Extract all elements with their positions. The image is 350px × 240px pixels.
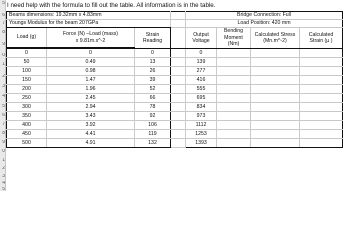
bending-moment-cell[interactable] [217,130,251,139]
calculated-strain-cell[interactable] [300,67,343,76]
strain-cell[interactable]: 26 [135,67,171,76]
strain-header [135,28,171,49]
row-number: 8 [2,30,5,35]
calculated-stress-cell[interactable] [251,103,300,112]
row-number: 1 [2,158,5,163]
calculated-strain-cell[interactable] [300,94,343,103]
row-number: 9 [2,140,5,145]
row-number: 2 [2,166,5,171]
table-row [7,85,343,94]
table-row [7,58,343,67]
row-number: 0 [2,149,5,154]
calculated-strain-cell[interactable] [300,130,343,139]
calculated-stress-header [251,28,300,49]
row-number: 7 [2,21,5,26]
calculated-stress-cell[interactable] [251,67,300,76]
output-voltage-header [186,28,217,49]
force-cell[interactable]: 2.45 [47,94,135,103]
strain-cell[interactable]: 66 [135,94,171,103]
bending-moment-cell[interactable] [217,103,251,112]
row-number: 1 [2,62,5,67]
row-number: 6 [2,13,5,18]
force-cell[interactable]: 1.96 [47,85,135,94]
output-voltage-cell[interactable]: 1393 [186,139,217,148]
calculated-strain-cell[interactable] [300,49,343,58]
table-row [7,49,343,58]
info-row [7,12,343,20]
info-row [7,20,343,28]
bending-moment-cell[interactable] [217,67,251,76]
data-table [6,11,343,148]
row-number: 5 [2,104,5,109]
force-header-line2: x 9.81m.s^-2 [75,37,106,44]
table-row [7,121,343,130]
force-cell[interactable]: 4.91 [47,139,135,148]
output-voltage-cell[interactable]: 139 [186,58,217,67]
force-cell[interactable]: 2.94 [47,103,135,112]
stress-header-line1: Calculated Stress [254,31,296,38]
load-position: Load Position: 420 mm [186,20,343,28]
row-number: 4 [2,181,5,186]
bending-moment-cell[interactable] [217,94,251,103]
force-cell[interactable]: 1.47 [47,76,135,85]
calculated-strain-cell[interactable] [300,76,343,85]
load-cell[interactable]: 100 [7,67,47,76]
output-voltage-cell[interactable]: 834 [186,103,217,112]
calculated-strain-cell[interactable] [300,121,343,130]
output-voltage-cell[interactable]: 277 [186,67,217,76]
bridge-connection: Bridge Connection: Full [186,12,343,20]
strain-cell[interactable]: 13 [135,58,171,67]
strain-cell[interactable]: 119 [135,130,171,139]
row-number: 3 [2,84,5,89]
load-cell[interactable]: 250 [7,94,47,103]
calculated-stress-cell[interactable] [251,121,300,130]
strain-cell[interactable]: 39 [135,76,171,85]
force-cell[interactable]: 0 [47,49,135,58]
table-row [7,94,343,103]
strain-cell[interactable]: 0 [135,49,171,58]
calculated-strain-cell[interactable] [300,112,343,121]
calculated-stress-cell[interactable] [251,130,300,139]
output-voltage-cell[interactable]: 0 [186,49,217,58]
bending-moment-header [217,28,251,49]
output-voltage-cell[interactable]: 695 [186,94,217,103]
calculated-strain-cell[interactable] [300,58,343,67]
load-cell[interactable]: 500 [7,139,47,148]
calculated-stress-cell[interactable] [251,112,300,121]
force-cell[interactable]: 3.43 [47,112,135,121]
bending-moment-cell[interactable] [217,49,251,58]
output-voltage-cell[interactable]: 555 [186,85,217,94]
force-cell[interactable]: 4.41 [47,130,135,139]
bending-moment-cell[interactable] [217,58,251,67]
strain-cell[interactable]: 52 [135,85,171,94]
table-row [7,103,343,112]
table-row [7,112,343,121]
calculated-strain-cell[interactable] [300,139,343,148]
calculated-stress-cell[interactable] [251,139,300,148]
header-row [7,28,343,40]
load-cell[interactable]: 350 [7,112,47,121]
calculated-strain-cell[interactable] [300,85,343,94]
youngs-modulus: Youngs Modulus for the beam 207GPa [7,20,171,28]
output-header-line2: Voltage [192,38,210,44]
row-number: 5 [2,1,5,6]
calcstrain-header-line2: Strain (µ ) [309,38,333,44]
calculated-stress-cell[interactable] [251,85,300,94]
load-cell[interactable]: 150 [7,76,47,85]
stress-header-line2: (Mn.m^-2) [263,38,287,44]
force-cell[interactable]: 3.92 [47,121,135,130]
strain-cell[interactable]: 92 [135,112,171,121]
row-number: 0 [2,53,5,58]
bending-moment-cell[interactable] [217,121,251,130]
question-text: I need help with the formula to fill out the table. All information is in the table. [7,2,216,9]
calculated-stress-cell[interactable] [251,58,300,67]
calculated-stress-cell[interactable] [251,94,300,103]
row-number: 9 [2,42,5,47]
row-number: 3 [2,174,5,179]
table-row [7,67,343,76]
calculated-stress-cell[interactable] [251,76,300,85]
strain-cell[interactable]: 132 [135,139,171,148]
strain-cell[interactable]: 106 [135,121,171,130]
row-number: 7 [2,122,5,127]
table-row [7,76,343,85]
calculated-strain-header [300,28,343,49]
force-cell[interactable]: 0.98 [47,67,135,76]
bending-moment-cell[interactable] [217,139,251,148]
row-number: 4 [2,94,5,99]
strain-header-line1: Strain [145,31,160,38]
load-cell[interactable]: 200 [7,85,47,94]
force-cell[interactable]: 0.49 [47,58,135,67]
force-header-line1: Force (N) –Load (mass) [62,31,119,37]
strain-header-line2: Reading [142,38,163,44]
load-cell[interactable]: 450 [7,130,47,139]
output-voltage-cell[interactable]: 973 [186,112,217,121]
bending-moment-cell[interactable] [217,112,251,121]
output-voltage-cell[interactable]: 1253 [186,130,217,139]
beam-dimensions: Beams dimensions: 19.32mm x 4.83mm [7,12,171,20]
row-number: 2 [2,74,5,79]
strain-cell[interactable]: 78 [135,103,171,112]
calculated-strain-cell[interactable] [300,103,343,112]
moment-header-line3: (Nm) [227,41,240,48]
load-cell[interactable]: 300 [7,103,47,112]
table-row [7,130,343,139]
load-cell[interactable]: 0 [7,49,47,58]
output-voltage-cell[interactable]: 416 [186,76,217,85]
output-header-line1: Output [193,31,209,38]
moment-header-line2: Moment [224,34,243,41]
bending-moment-cell[interactable] [217,85,251,94]
moment-header-line1: Bending [223,28,244,35]
output-voltage-cell[interactable]: 1112 [186,121,217,130]
load-header: Load (g) [7,28,47,48]
load-cell[interactable]: 50 [7,58,47,67]
calculated-stress-cell[interactable] [251,49,300,58]
table-row [7,139,343,148]
calcstrain-header-line1: Calculated [308,31,334,38]
force-header [47,28,135,48]
row-number: 8 [2,131,5,136]
load-cell[interactable]: 400 [7,121,47,130]
row-number: 5 [2,187,5,192]
bending-moment-cell[interactable] [217,76,251,85]
row-number: 6 [2,113,5,118]
